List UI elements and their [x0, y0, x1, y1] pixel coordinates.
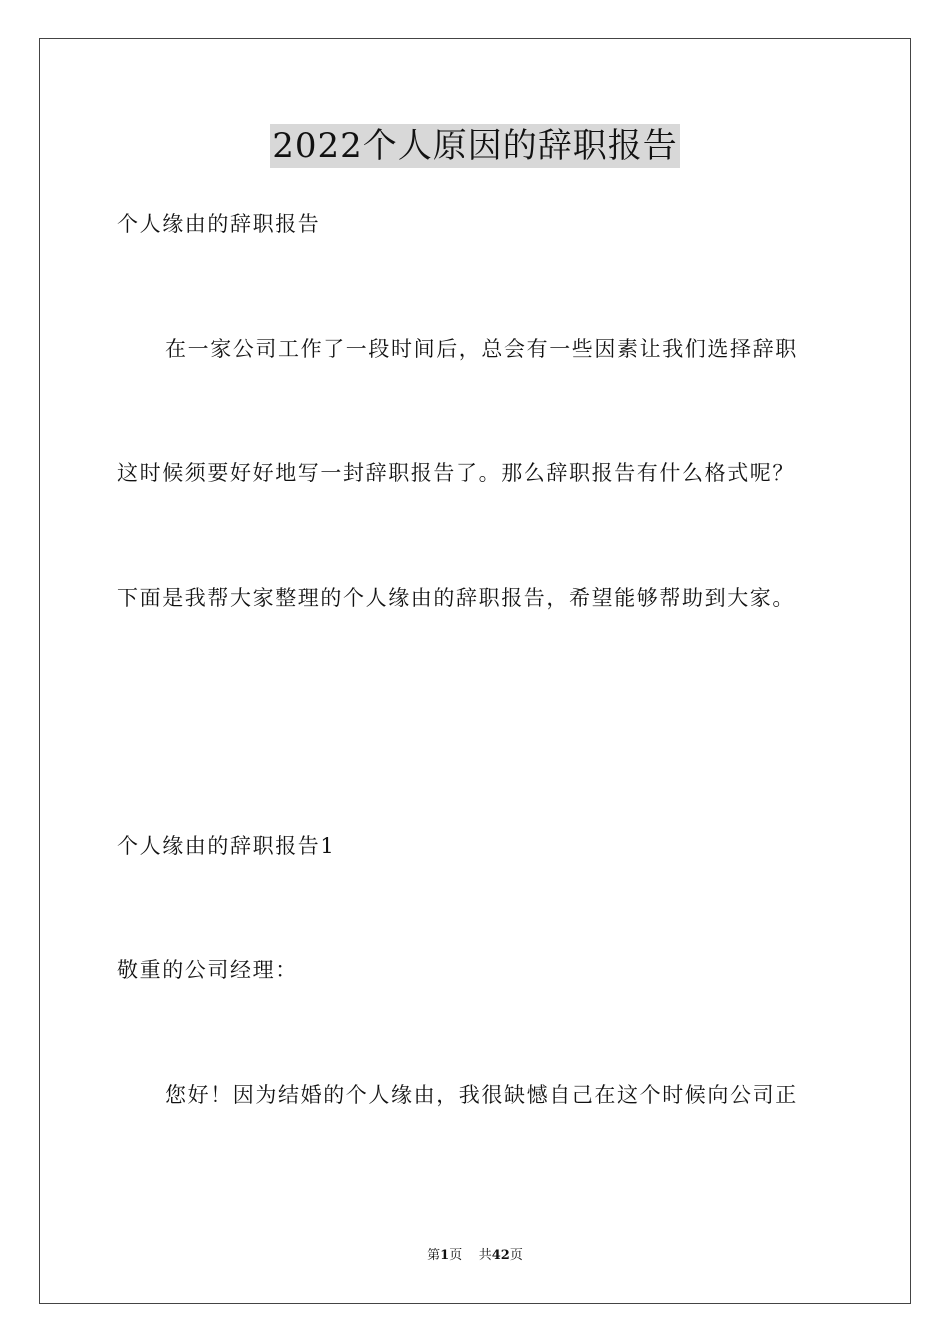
document-title-text: 2022个人原因的辞职报告	[272, 126, 678, 166]
footer-page-number: 1	[440, 1248, 450, 1263]
footer-total-prefix: 共	[478, 1248, 492, 1263]
paragraph1-line3: 下面是我帮大家整理的个人缘由的辞职报告，希望能够帮助到大家。	[117, 586, 795, 610]
page-footer	[0, 1246, 950, 1266]
document-title	[0, 120, 950, 172]
section1-heading: 个人缘由的辞职报告1	[117, 834, 336, 858]
salutation: 敬重的公司经理：	[117, 958, 298, 982]
paragraph1-line1: 在一家公司工作了一段时间后，总会有一些因素让我们选择辞职	[165, 337, 798, 361]
document-subtitle: 个人缘由的辞职报告	[117, 212, 321, 236]
footer-total-pages: 42	[491, 1248, 510, 1263]
footer-page-prefix: 第	[427, 1248, 441, 1263]
paragraph1-line2: 这时候须要好好地写一封辞职报告了。那么辞职报告有什么格式呢？	[117, 461, 795, 485]
paragraph2-line1: 您好！因为结婚的个人缘由，我很缺憾自己在这个时候向公司正	[165, 1083, 798, 1107]
footer-total-suffix: 页	[509, 1248, 523, 1263]
footer-page-suffix: 页	[449, 1248, 463, 1263]
